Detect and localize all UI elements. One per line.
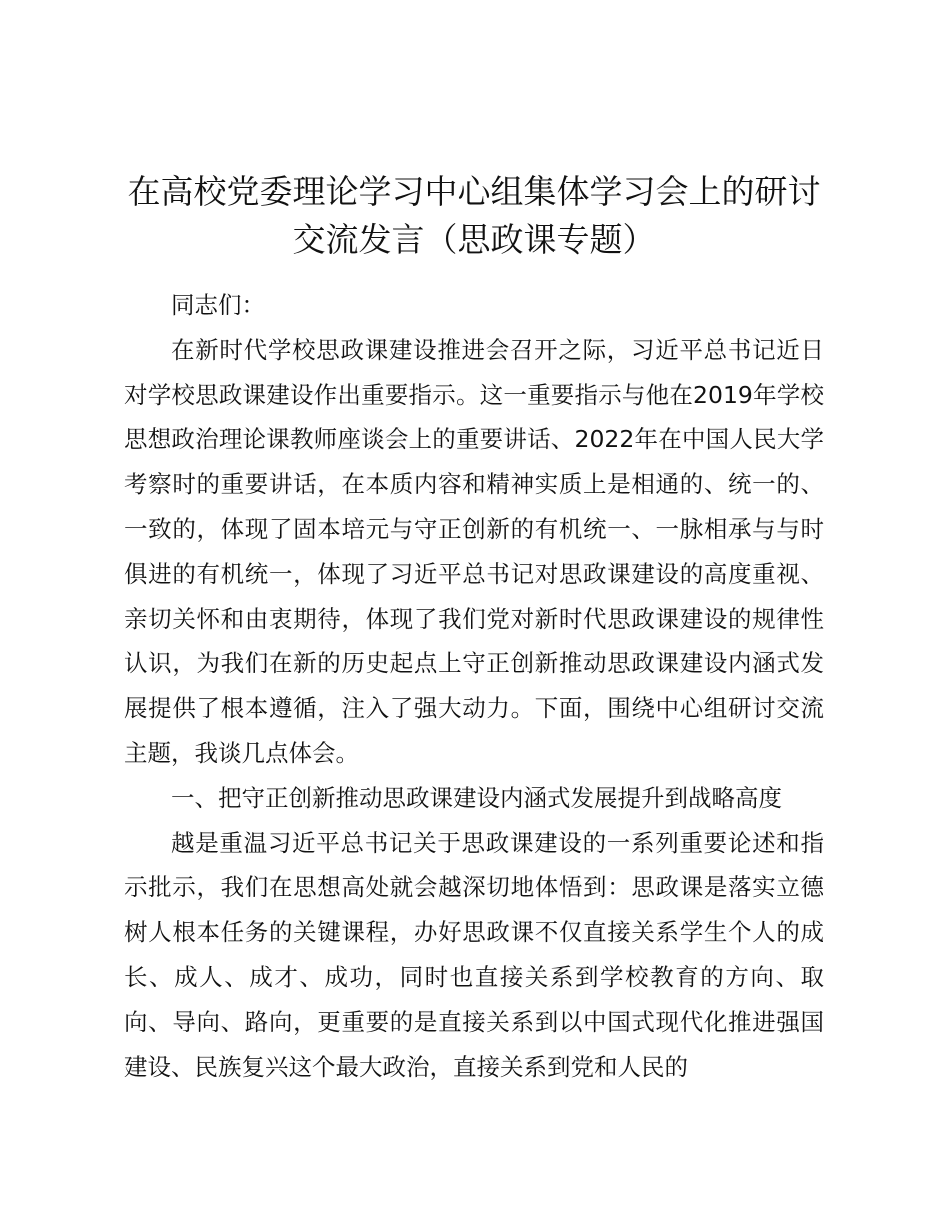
intro-paragraph: 在新时代学校思政课建设推进会召开之际，习近平总书记近日对学校思政课建设作出重要指示。这一重要指示与他在2019年学校思想政治理论课教师座谈会上的重要讲话、2022年在中国人民大学考察时的重要讲话，在本质内容和精神实质上是相通的、统一的、一致的，体现了固本培元与守正创新的有机统一、一脉相承与与时俱进的有机统一，体现了习近平总书记对思政课建设的高度重视、亲切关怀和由衷期待，体现了我们党对新时代思政课建设的规律性认识，为我们在新的历史起点上守正创新推动思政课建设内涵式发展提供了根本遵循，注入了强大动力。下面，围绕中心组研讨交流主题，我谈几点体会。 [124, 335, 824, 767]
salutation-paragraph: 同志们： [171, 291, 265, 319]
document-body [124, 283, 824, 1089]
document-title: 在高校党委理论学习中心组集体学习会上的研讨交流发言（思政课专题） [127, 172, 821, 259]
section-1-paragraph: 越是重温习近平总书记关于思政课建设的一系列重要论述和指示批示，我们在思想高处就会越深切地体悟到：思政课是落实立德树人根本任务的关键课程，办好思政课不仅直接关系学生个人的成长、成人、成才、成功，同时也直接关系到学校教育的方向、取向、导向、路向，更重要的是直接关系到以中国式现代化推进强国建设、民族复兴这个最大政治，直接关系到党和人民的 [124, 828, 824, 1081]
section-heading-1: 一、把守正创新推动思政课建设内涵式发展提升到战略高度 [171, 783, 782, 812]
